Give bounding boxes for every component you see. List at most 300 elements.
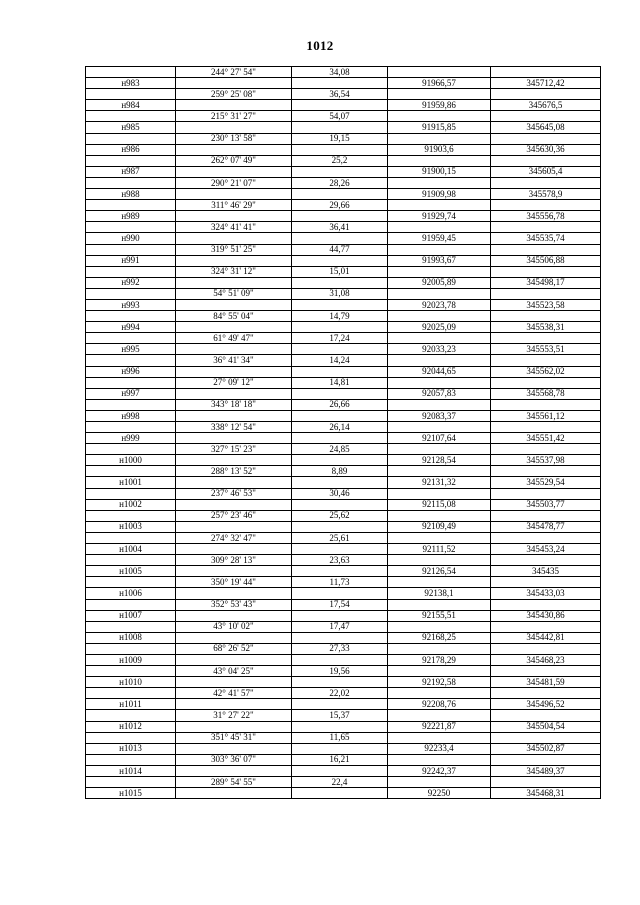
table-row-segment <box>86 177 601 188</box>
table-row-point <box>86 654 601 665</box>
point-name-cell: н1009 <box>86 654 176 665</box>
point-cell-empty <box>86 111 176 122</box>
x-coordinate-cell: 92025,09 <box>388 322 491 333</box>
y-cell-empty <box>491 599 601 610</box>
x-coordinate-cell: 91909,98 <box>388 189 491 200</box>
y-coordinate-cell: 345433,03 <box>491 588 601 599</box>
y-cell-empty <box>491 67 601 78</box>
angle-cell-empty <box>176 255 292 266</box>
point-cell-empty <box>86 466 176 477</box>
angle-cell-empty <box>176 477 292 488</box>
table-row-segment <box>86 244 601 255</box>
distance-cell: 36,54 <box>292 89 388 100</box>
distance-cell-empty <box>292 677 388 688</box>
y-cell-empty <box>491 444 601 455</box>
direction-angle-cell: 68° 26' 52" <box>176 643 292 654</box>
angle-cell-empty <box>176 166 292 177</box>
y-cell-empty <box>491 643 601 654</box>
table-row-segment <box>86 111 601 122</box>
point-cell-empty <box>86 688 176 699</box>
distance-cell: 16,21 <box>292 754 388 765</box>
y-coordinate-cell: 345568,78 <box>491 388 601 399</box>
point-cell-empty <box>86 422 176 433</box>
x-coordinate-cell: 91900,15 <box>388 166 491 177</box>
table-row-segment <box>86 133 601 144</box>
angle-cell-empty <box>176 632 292 643</box>
distance-cell-empty <box>292 455 388 466</box>
table-row-segment <box>86 355 601 366</box>
point-name-cell: н1008 <box>86 632 176 643</box>
table-row-segment <box>86 488 601 499</box>
point-name-cell: н989 <box>86 211 176 222</box>
x-coordinate-cell: 91903,6 <box>388 144 491 155</box>
x-cell-empty <box>388 67 491 78</box>
distance-cell-empty <box>292 743 388 754</box>
y-cell-empty <box>491 111 601 122</box>
angle-cell-empty <box>176 322 292 333</box>
distance-cell-empty <box>292 299 388 310</box>
point-cell-empty <box>86 377 176 388</box>
table-row-point <box>86 277 601 288</box>
angle-cell-empty <box>176 699 292 710</box>
angle-cell-empty <box>176 344 292 355</box>
point-cell-empty <box>86 399 176 410</box>
table-row-point <box>86 166 601 177</box>
direction-angle-cell: 259° 25' 08" <box>176 89 292 100</box>
x-cell-empty <box>388 732 491 743</box>
x-coordinate-cell: 92178,29 <box>388 654 491 665</box>
point-name-cell: н993 <box>86 299 176 310</box>
table-row-segment <box>86 288 601 299</box>
angle-cell-empty <box>176 455 292 466</box>
y-cell-empty <box>491 510 601 521</box>
distance-cell-empty <box>292 521 388 532</box>
table-row-point <box>86 699 601 710</box>
distance-cell: 34,08 <box>292 67 388 78</box>
table-row-segment <box>86 577 601 588</box>
table-row-point <box>86 78 601 89</box>
y-cell-empty <box>491 555 601 566</box>
point-name-cell: н983 <box>86 78 176 89</box>
direction-angle-cell: 351° 45' 31" <box>176 732 292 743</box>
x-coordinate-cell: 92083,37 <box>388 410 491 421</box>
table-row-point <box>86 344 601 355</box>
x-coordinate-cell: 92057,83 <box>388 388 491 399</box>
y-cell-empty <box>491 311 601 322</box>
distance-cell-empty <box>292 211 388 222</box>
direction-angle-cell: 319° 51' 25" <box>176 244 292 255</box>
direction-angle-cell: 42° 41' 57" <box>176 688 292 699</box>
distance-cell-empty <box>292 322 388 333</box>
table-row-segment <box>86 89 601 100</box>
x-coordinate-cell: 92033,23 <box>388 344 491 355</box>
direction-angle-cell: 311° 46' 29" <box>176 200 292 211</box>
table-row-point <box>86 255 601 266</box>
x-coordinate-cell: 92250 <box>388 788 491 799</box>
distance-cell-empty <box>292 344 388 355</box>
distance-cell-empty <box>292 277 388 288</box>
x-coordinate-cell: 92155,51 <box>388 610 491 621</box>
direction-angle-cell: 257° 23' 46" <box>176 510 292 521</box>
angle-cell-empty <box>176 610 292 621</box>
direction-angle-cell: 290° 21' 07" <box>176 177 292 188</box>
table-row-segment <box>86 532 601 543</box>
distance-cell: 22,4 <box>292 777 388 788</box>
table-row-segment <box>86 200 601 211</box>
point-name-cell: н999 <box>86 433 176 444</box>
table-row-segment <box>86 266 601 277</box>
y-cell-empty <box>491 155 601 166</box>
y-cell-empty <box>491 532 601 543</box>
y-cell-empty <box>491 89 601 100</box>
table-row-point <box>86 677 601 688</box>
x-coordinate-cell: 91929,74 <box>388 211 491 222</box>
table-row-segment <box>86 67 601 78</box>
x-coordinate-cell: 92131,32 <box>388 477 491 488</box>
distance-cell-empty <box>292 654 388 665</box>
point-cell-empty <box>86 754 176 765</box>
distance-cell-empty <box>292 765 388 776</box>
table-row-segment <box>86 399 601 410</box>
y-cell-empty <box>491 621 601 632</box>
table-row-point <box>86 433 601 444</box>
x-cell-empty <box>388 177 491 188</box>
y-coordinate-cell: 345537,98 <box>491 455 601 466</box>
direction-angle-cell: 244° 27' 54" <box>176 67 292 78</box>
point-cell-empty <box>86 777 176 788</box>
table-row-segment <box>86 422 601 433</box>
point-name-cell: н1004 <box>86 544 176 555</box>
angle-cell-empty <box>176 566 292 577</box>
table-row-segment <box>86 777 601 788</box>
table-row-segment <box>86 333 601 344</box>
x-cell-empty <box>388 444 491 455</box>
distance-cell: 17,24 <box>292 333 388 344</box>
x-coordinate-cell: 92242,37 <box>388 765 491 776</box>
distance-cell-empty <box>292 166 388 177</box>
distance-cell-empty <box>292 433 388 444</box>
distance-cell-empty <box>292 410 388 421</box>
x-cell-empty <box>388 643 491 654</box>
direction-angle-cell: 215° 31' 27" <box>176 111 292 122</box>
page-number: 1012 <box>306 38 334 53</box>
x-coordinate-cell: 91959,86 <box>388 100 491 111</box>
x-cell-empty <box>388 244 491 255</box>
x-coordinate-cell: 91966,57 <box>388 78 491 89</box>
x-coordinate-cell: 92109,49 <box>388 521 491 532</box>
y-coordinate-cell: 345578,9 <box>491 189 601 200</box>
angle-cell-empty <box>176 78 292 89</box>
table-row-segment <box>86 688 601 699</box>
y-cell-empty <box>491 688 601 699</box>
distance-cell: 19,56 <box>292 666 388 677</box>
point-cell-empty <box>86 710 176 721</box>
y-coordinate-cell: 345468,23 <box>491 654 601 665</box>
point-cell-empty <box>86 133 176 144</box>
point-name-cell: н997 <box>86 388 176 399</box>
point-cell-empty <box>86 155 176 166</box>
y-coordinate-cell: 345712,42 <box>491 78 601 89</box>
x-coordinate-cell: 92115,08 <box>388 499 491 510</box>
angle-cell-empty <box>176 410 292 421</box>
table-row-point <box>86 366 601 377</box>
point-name-cell: н1002 <box>86 499 176 510</box>
angle-cell-empty <box>176 433 292 444</box>
point-cell-empty <box>86 89 176 100</box>
table-row-point <box>86 477 601 488</box>
x-cell-empty <box>388 488 491 499</box>
y-cell-empty <box>491 377 601 388</box>
x-cell-empty <box>388 355 491 366</box>
point-cell-empty <box>86 222 176 233</box>
direction-angle-cell: 309° 28' 13" <box>176 555 292 566</box>
direction-angle-cell: 288° 13' 52" <box>176 466 292 477</box>
direction-angle-cell: 338° 12' 54" <box>176 422 292 433</box>
x-cell-empty <box>388 311 491 322</box>
table-row-segment <box>86 643 601 654</box>
point-name-cell: н984 <box>86 100 176 111</box>
y-coordinate-cell: 345504,54 <box>491 721 601 732</box>
distance-cell: 11,73 <box>292 577 388 588</box>
angle-cell-empty <box>176 189 292 200</box>
table-row-point <box>86 100 601 111</box>
direction-angle-cell: 262° 07' 49" <box>176 155 292 166</box>
table-row-segment <box>86 377 601 388</box>
distance-cell: 28,26 <box>292 177 388 188</box>
point-name-cell: н1011 <box>86 699 176 710</box>
point-name-cell: н995 <box>86 344 176 355</box>
x-coordinate-cell: 92111,52 <box>388 544 491 555</box>
point-cell-empty <box>86 577 176 588</box>
distance-cell: 25,2 <box>292 155 388 166</box>
direction-angle-cell: 289° 54' 55" <box>176 777 292 788</box>
table-row-point <box>86 299 601 310</box>
x-cell-empty <box>388 155 491 166</box>
direction-angle-cell: 343° 18' 18" <box>176 399 292 410</box>
x-cell-empty <box>388 599 491 610</box>
table-row-segment <box>86 510 601 521</box>
x-coordinate-cell: 92126,54 <box>388 566 491 577</box>
point-name-cell: н1005 <box>86 566 176 577</box>
distance-cell: 15,37 <box>292 710 388 721</box>
distance-cell: 14,81 <box>292 377 388 388</box>
x-cell-empty <box>388 510 491 521</box>
distance-cell-empty <box>292 632 388 643</box>
point-name-cell: н1010 <box>86 677 176 688</box>
y-coordinate-cell: 345430,86 <box>491 610 601 621</box>
table-row-point <box>86 410 601 421</box>
x-coordinate-cell: 92192,58 <box>388 677 491 688</box>
point-name-cell: н1014 <box>86 765 176 776</box>
x-cell-empty <box>388 266 491 277</box>
point-name-cell: н1000 <box>86 455 176 466</box>
distance-cell: 44,77 <box>292 244 388 255</box>
distance-cell-empty <box>292 189 388 200</box>
x-coordinate-cell: 91993,67 <box>388 255 491 266</box>
angle-cell-empty <box>176 388 292 399</box>
y-coordinate-cell: 345503,77 <box>491 499 601 510</box>
point-name-cell: н987 <box>86 166 176 177</box>
angle-cell-empty <box>176 521 292 532</box>
x-cell-empty <box>388 422 491 433</box>
point-name-cell: н1007 <box>86 610 176 621</box>
table-row-segment <box>86 621 601 632</box>
x-cell-empty <box>388 555 491 566</box>
point-name-cell: н1012 <box>86 721 176 732</box>
table-row-point <box>86 544 601 555</box>
x-cell-empty <box>388 577 491 588</box>
distance-cell: 27,33 <box>292 643 388 654</box>
x-cell-empty <box>388 466 491 477</box>
point-name-cell: н1015 <box>86 788 176 799</box>
point-name-cell: н986 <box>86 144 176 155</box>
point-cell-empty <box>86 200 176 211</box>
y-coordinate-cell: 345435 <box>491 566 601 577</box>
x-cell-empty <box>388 621 491 632</box>
point-cell-empty <box>86 177 176 188</box>
table-row-point <box>86 632 601 643</box>
x-coordinate-cell: 91959,45 <box>388 233 491 244</box>
direction-angle-cell: 36° 41' 34" <box>176 355 292 366</box>
y-coordinate-cell: 345561,12 <box>491 410 601 421</box>
y-coordinate-cell: 345498,17 <box>491 277 601 288</box>
direction-angle-cell: 43° 10' 02" <box>176 621 292 632</box>
table-row-point <box>86 388 601 399</box>
x-coordinate-cell: 92208,76 <box>388 699 491 710</box>
distance-cell-empty <box>292 788 388 799</box>
direction-angle-cell: 350° 19' 44" <box>176 577 292 588</box>
distance-cell-empty <box>292 78 388 89</box>
direction-angle-cell: 27° 09' 12" <box>176 377 292 388</box>
point-cell-empty <box>86 621 176 632</box>
table-row-point <box>86 211 601 222</box>
table-row-point <box>86 322 601 333</box>
x-cell-empty <box>388 666 491 677</box>
direction-angle-cell: 61° 49' 47" <box>176 333 292 344</box>
point-cell-empty <box>86 599 176 610</box>
angle-cell-empty <box>176 721 292 732</box>
point-name-cell: н1003 <box>86 521 176 532</box>
point-name-cell: н1001 <box>86 477 176 488</box>
y-cell-empty <box>491 222 601 233</box>
distance-cell: 23,63 <box>292 555 388 566</box>
x-cell-empty <box>388 89 491 100</box>
distance-cell-empty <box>292 610 388 621</box>
table-row-point <box>86 566 601 577</box>
distance-cell: 19,15 <box>292 133 388 144</box>
table-row-segment <box>86 710 601 721</box>
y-coordinate-cell: 345481,59 <box>491 677 601 688</box>
y-cell-empty <box>491 577 601 588</box>
y-coordinate-cell: 345496,52 <box>491 699 601 710</box>
angle-cell-empty <box>176 677 292 688</box>
point-name-cell: н1013 <box>86 743 176 754</box>
distance-cell-empty <box>292 566 388 577</box>
table-row-point <box>86 122 601 133</box>
x-cell-empty <box>388 777 491 788</box>
distance-cell: 17,54 <box>292 599 388 610</box>
y-cell-empty <box>491 244 601 255</box>
y-coordinate-cell: 345506,88 <box>491 255 601 266</box>
distance-cell: 24,85 <box>292 444 388 455</box>
table-row-point <box>86 765 601 776</box>
direction-angle-cell: 31° 27' 22" <box>176 710 292 721</box>
y-coordinate-cell: 345562,02 <box>491 366 601 377</box>
point-cell-empty <box>86 532 176 543</box>
point-cell-empty <box>86 643 176 654</box>
point-cell-empty <box>86 244 176 255</box>
x-coordinate-cell: 92005,89 <box>388 277 491 288</box>
x-coordinate-cell: 92138,1 <box>388 588 491 599</box>
point-cell-empty <box>86 355 176 366</box>
distance-cell: 26,66 <box>292 399 388 410</box>
x-cell-empty <box>388 133 491 144</box>
direction-angle-cell: 324° 31' 12" <box>176 266 292 277</box>
table-row-point <box>86 788 601 799</box>
distance-cell-empty <box>292 100 388 111</box>
y-coordinate-cell: 345553,51 <box>491 344 601 355</box>
angle-cell-empty <box>176 233 292 244</box>
x-cell-empty <box>388 288 491 299</box>
distance-cell-empty <box>292 255 388 266</box>
y-coordinate-cell: 345551,42 <box>491 433 601 444</box>
y-coordinate-cell: 345502,87 <box>491 743 601 754</box>
point-cell-empty <box>86 266 176 277</box>
direction-angle-cell: 352° 53' 43" <box>176 599 292 610</box>
y-coordinate-cell: 345489,37 <box>491 765 601 776</box>
y-coordinate-cell: 345556,78 <box>491 211 601 222</box>
x-cell-empty <box>388 754 491 765</box>
x-coordinate-cell: 92107,64 <box>388 433 491 444</box>
direction-angle-cell: 54° 51' 09" <box>176 288 292 299</box>
y-coordinate-cell: 345630,36 <box>491 144 601 155</box>
y-coordinate-cell: 345529,54 <box>491 477 601 488</box>
y-cell-empty <box>491 422 601 433</box>
angle-cell-empty <box>176 654 292 665</box>
y-coordinate-cell: 345535,74 <box>491 233 601 244</box>
table-row-point <box>86 610 601 621</box>
x-cell-empty <box>388 222 491 233</box>
table-row-segment <box>86 222 601 233</box>
y-cell-empty <box>491 266 601 277</box>
x-cell-empty <box>388 399 491 410</box>
angle-cell-empty <box>176 299 292 310</box>
x-cell-empty <box>388 111 491 122</box>
x-cell-empty <box>388 532 491 543</box>
angle-cell-empty <box>176 499 292 510</box>
distance-cell: 8,89 <box>292 466 388 477</box>
distance-cell-empty <box>292 366 388 377</box>
distance-cell: 14,79 <box>292 311 388 322</box>
table-body <box>86 67 601 799</box>
point-name-cell: н985 <box>86 122 176 133</box>
table-row-point <box>86 588 601 599</box>
table-row-segment <box>86 311 601 322</box>
distance-cell: 25,62 <box>292 510 388 521</box>
distance-cell: 30,46 <box>292 488 388 499</box>
point-name-cell: н990 <box>86 233 176 244</box>
x-coordinate-cell: 92128,54 <box>388 455 491 466</box>
y-cell-empty <box>491 288 601 299</box>
distance-cell: 15,01 <box>292 266 388 277</box>
x-cell-empty <box>388 200 491 211</box>
y-coordinate-cell: 345453,24 <box>491 544 601 555</box>
table-row-segment <box>86 466 601 477</box>
x-coordinate-cell: 92233,4 <box>388 743 491 754</box>
distance-cell-empty <box>292 544 388 555</box>
point-name-cell: н994 <box>86 322 176 333</box>
angle-cell-empty <box>176 144 292 155</box>
